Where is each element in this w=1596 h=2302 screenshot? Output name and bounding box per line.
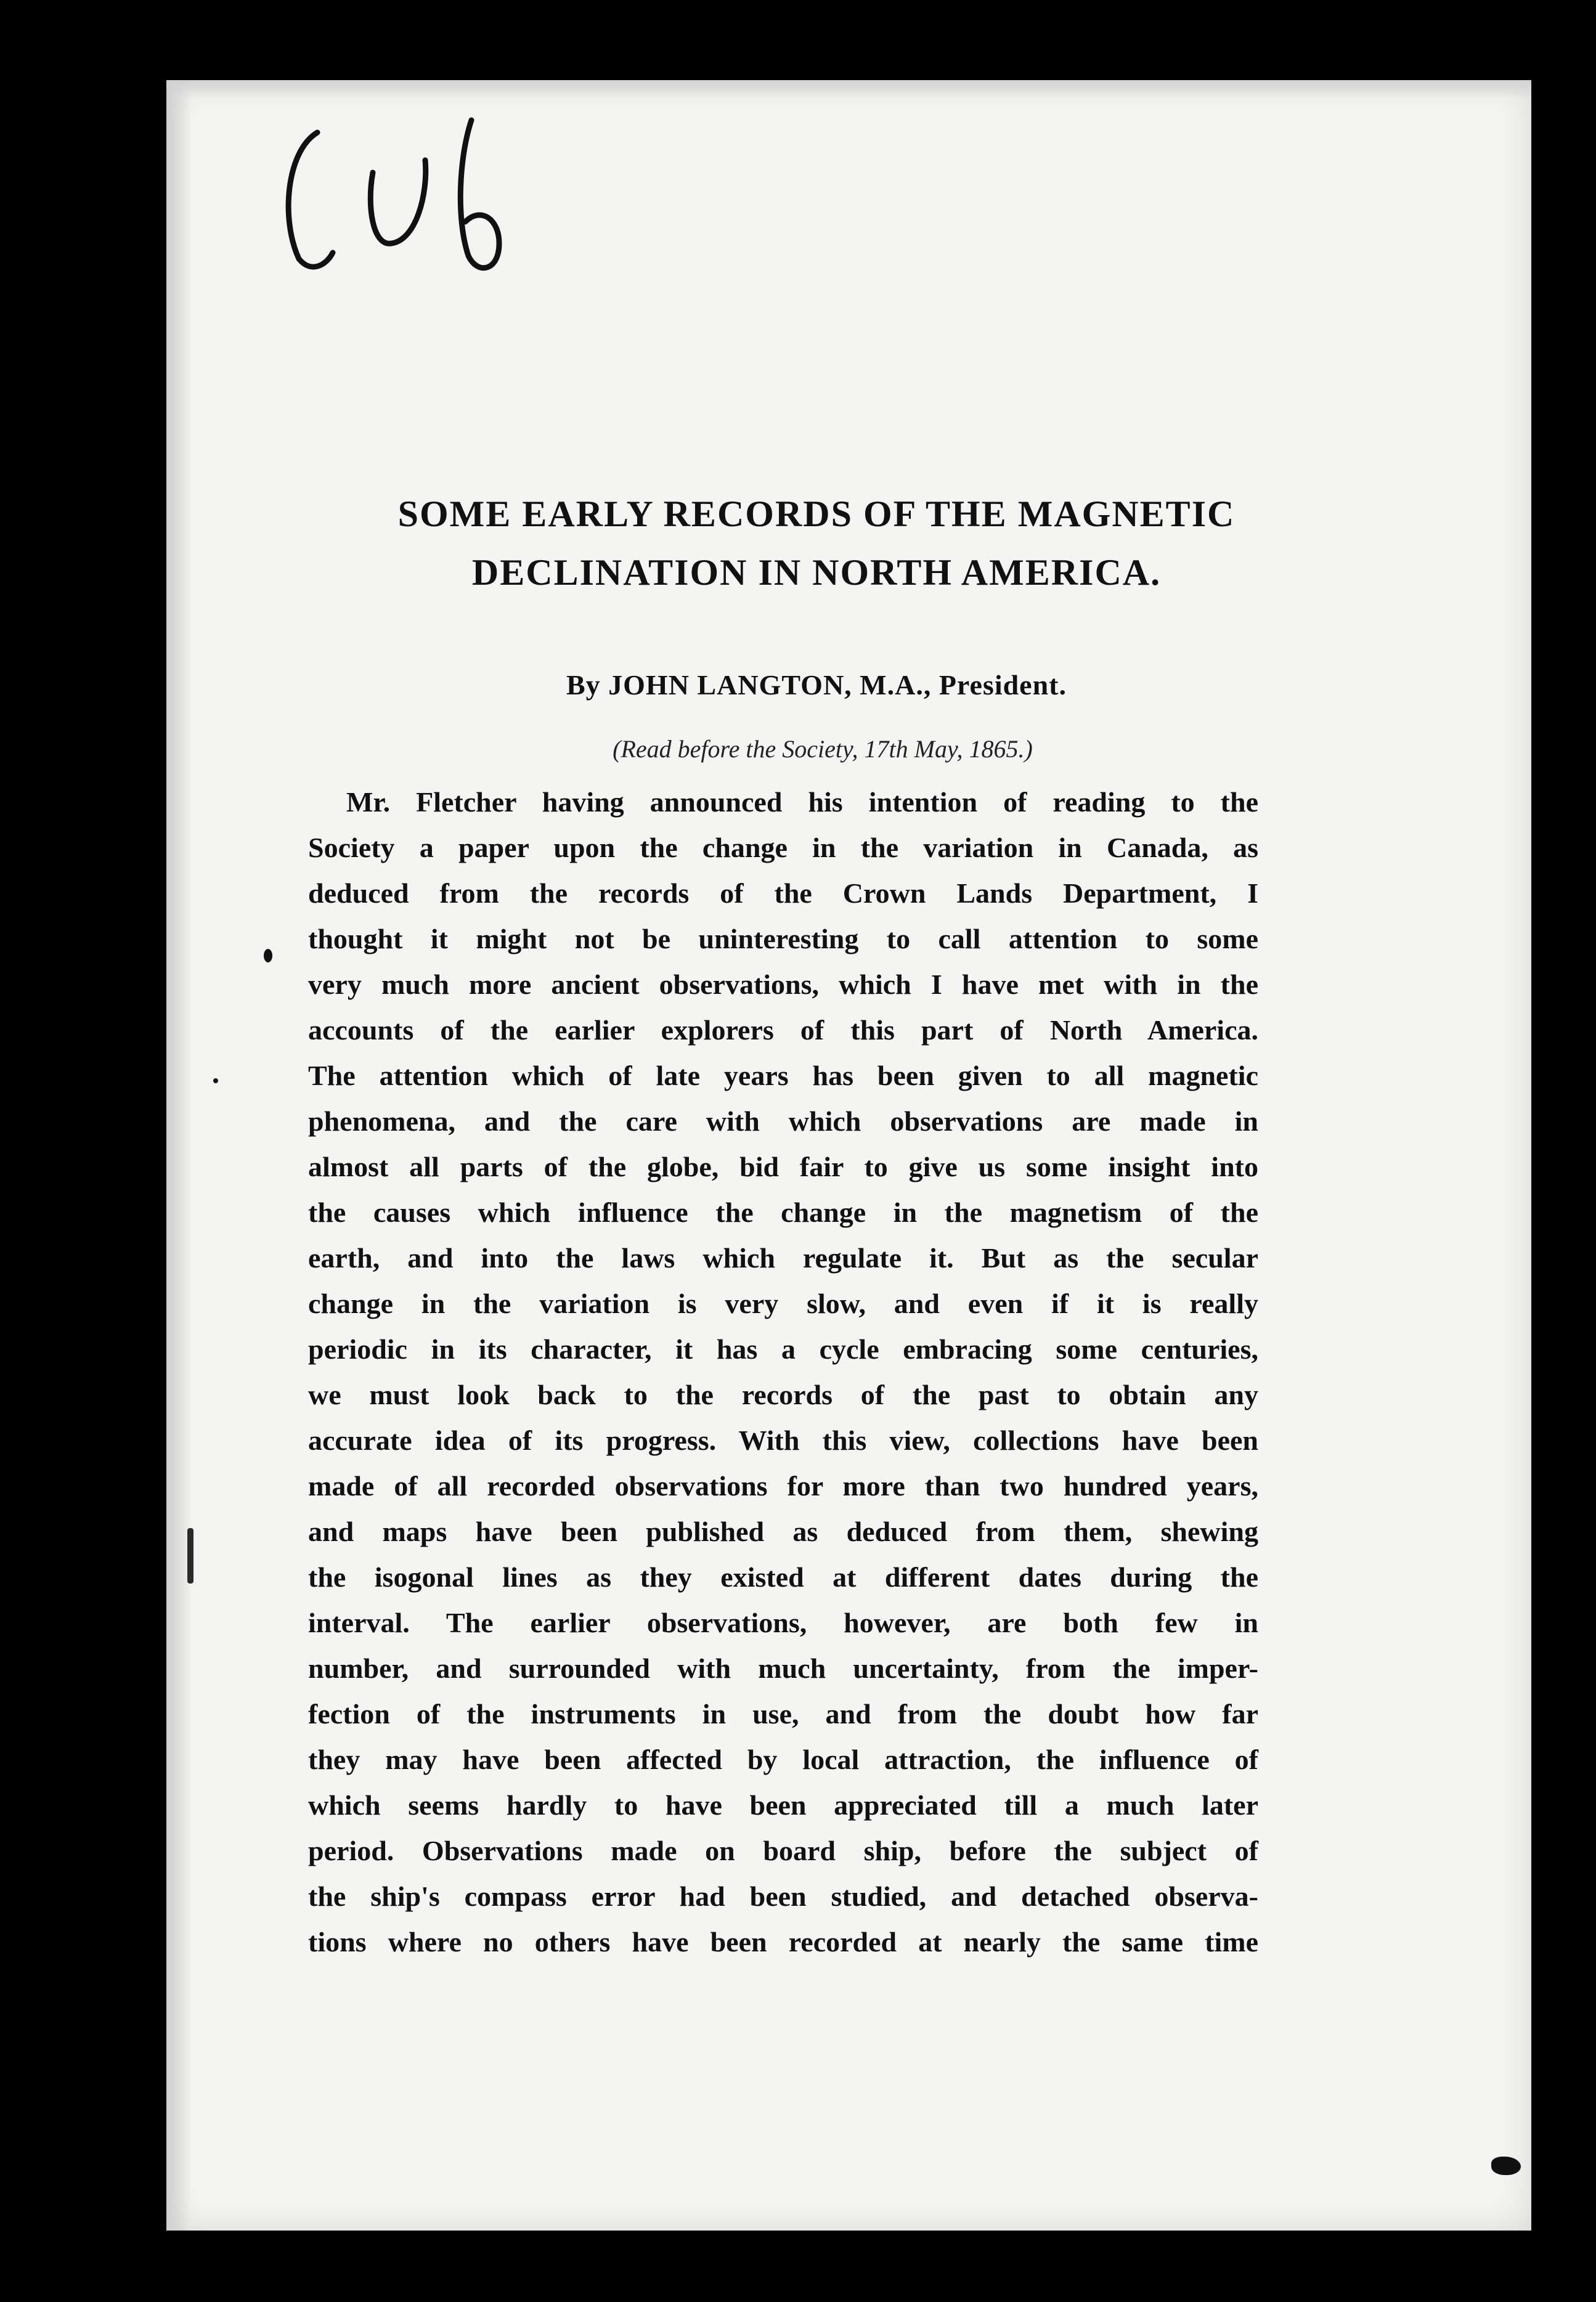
body-text <box>308 779 1258 1965</box>
page-top-shadow <box>166 80 1531 99</box>
body-line: accurate idea of its progress. With this view, collections have been <box>308 1425 1258 1456</box>
body-line: periodic in its character, it has a cycle embracing some centuries, <box>308 1333 1258 1365</box>
page-title-line-2: DECLINATION IN NORTH AMERICA. <box>471 552 1162 593</box>
body-line: and maps have been published as deduced from them, shewing <box>308 1516 1258 1547</box>
body-line: The attention which of late years has been given to all magnetic <box>308 1060 1258 1091</box>
handwritten-mark <box>274 114 619 280</box>
body-line: they may have been affected by local attraction, the influence of <box>308 1744 1258 1775</box>
read-before-note: (Read before the Society, 17th May, 1865.) <box>613 735 1033 763</box>
page-left-shadow <box>166 80 191 2231</box>
ink-speck <box>213 1078 218 1083</box>
body-line: made of all recorded observations for more than two hundred years, <box>308 1470 1258 1502</box>
body-line: very much more ancient observations, which I have met with in the <box>308 969 1258 1000</box>
body-line: Society a paper upon the change in the variation in Canada, as <box>308 832 1258 863</box>
body-line: Mr. Fletcher having announced his intention of reading to the <box>346 786 1258 818</box>
body-line: accounts of the earlier explorers of this part of North America. <box>308 1014 1258 1046</box>
body-line: the ship's compass error had been studied, and detached observa- <box>308 1881 1258 1912</box>
body-line: earth, and into the laws which regulate it. But as the secular <box>308 1242 1258 1274</box>
binding-mark <box>187 1528 193 1584</box>
body-line: we must look back to the records of the past to obtain any <box>308 1379 1258 1410</box>
ink-speck <box>264 949 272 962</box>
body-line: interval. The earlier observations, however, are both few in <box>308 1607 1258 1638</box>
body-line: phenomena, and the care with which observations are made in <box>308 1105 1258 1137</box>
page-title-line-1: SOME EARLY RECORDS OF THE MAGNETIC <box>397 494 1236 534</box>
author-byline: By JOHN LANGTON, M.A., President. <box>566 669 1067 701</box>
page-corner-damage <box>1491 2157 1521 2175</box>
body-line: fection of the instruments in use, and from the doubt how far <box>308 1698 1258 1730</box>
body-line: tions where no others have been recorded at nearly the same time <box>308 1926 1258 1958</box>
body-line: the causes which influence the change in the magnetism of the <box>308 1197 1258 1228</box>
body-line: number, and surrounded with much uncertainty, from the imper- <box>308 1653 1258 1684</box>
body-line: the isogonal lines as they existed at different dates during the <box>308 1561 1258 1593</box>
body-line: deduced from the records of the Crown Lands Department, I <box>308 877 1258 909</box>
body-line: which seems hardly to have been appreciated till a much later <box>308 1789 1258 1821</box>
body-line: change in the variation is very slow, and even if it is really <box>308 1288 1258 1319</box>
body-line: period. Observations made on board ship, before the subject of <box>308 1835 1258 1866</box>
body-line: almost all parts of the globe, bid fair to give us some insight into <box>308 1151 1258 1182</box>
body-line: thought it might not be uninteresting to call attention to some <box>308 923 1258 954</box>
